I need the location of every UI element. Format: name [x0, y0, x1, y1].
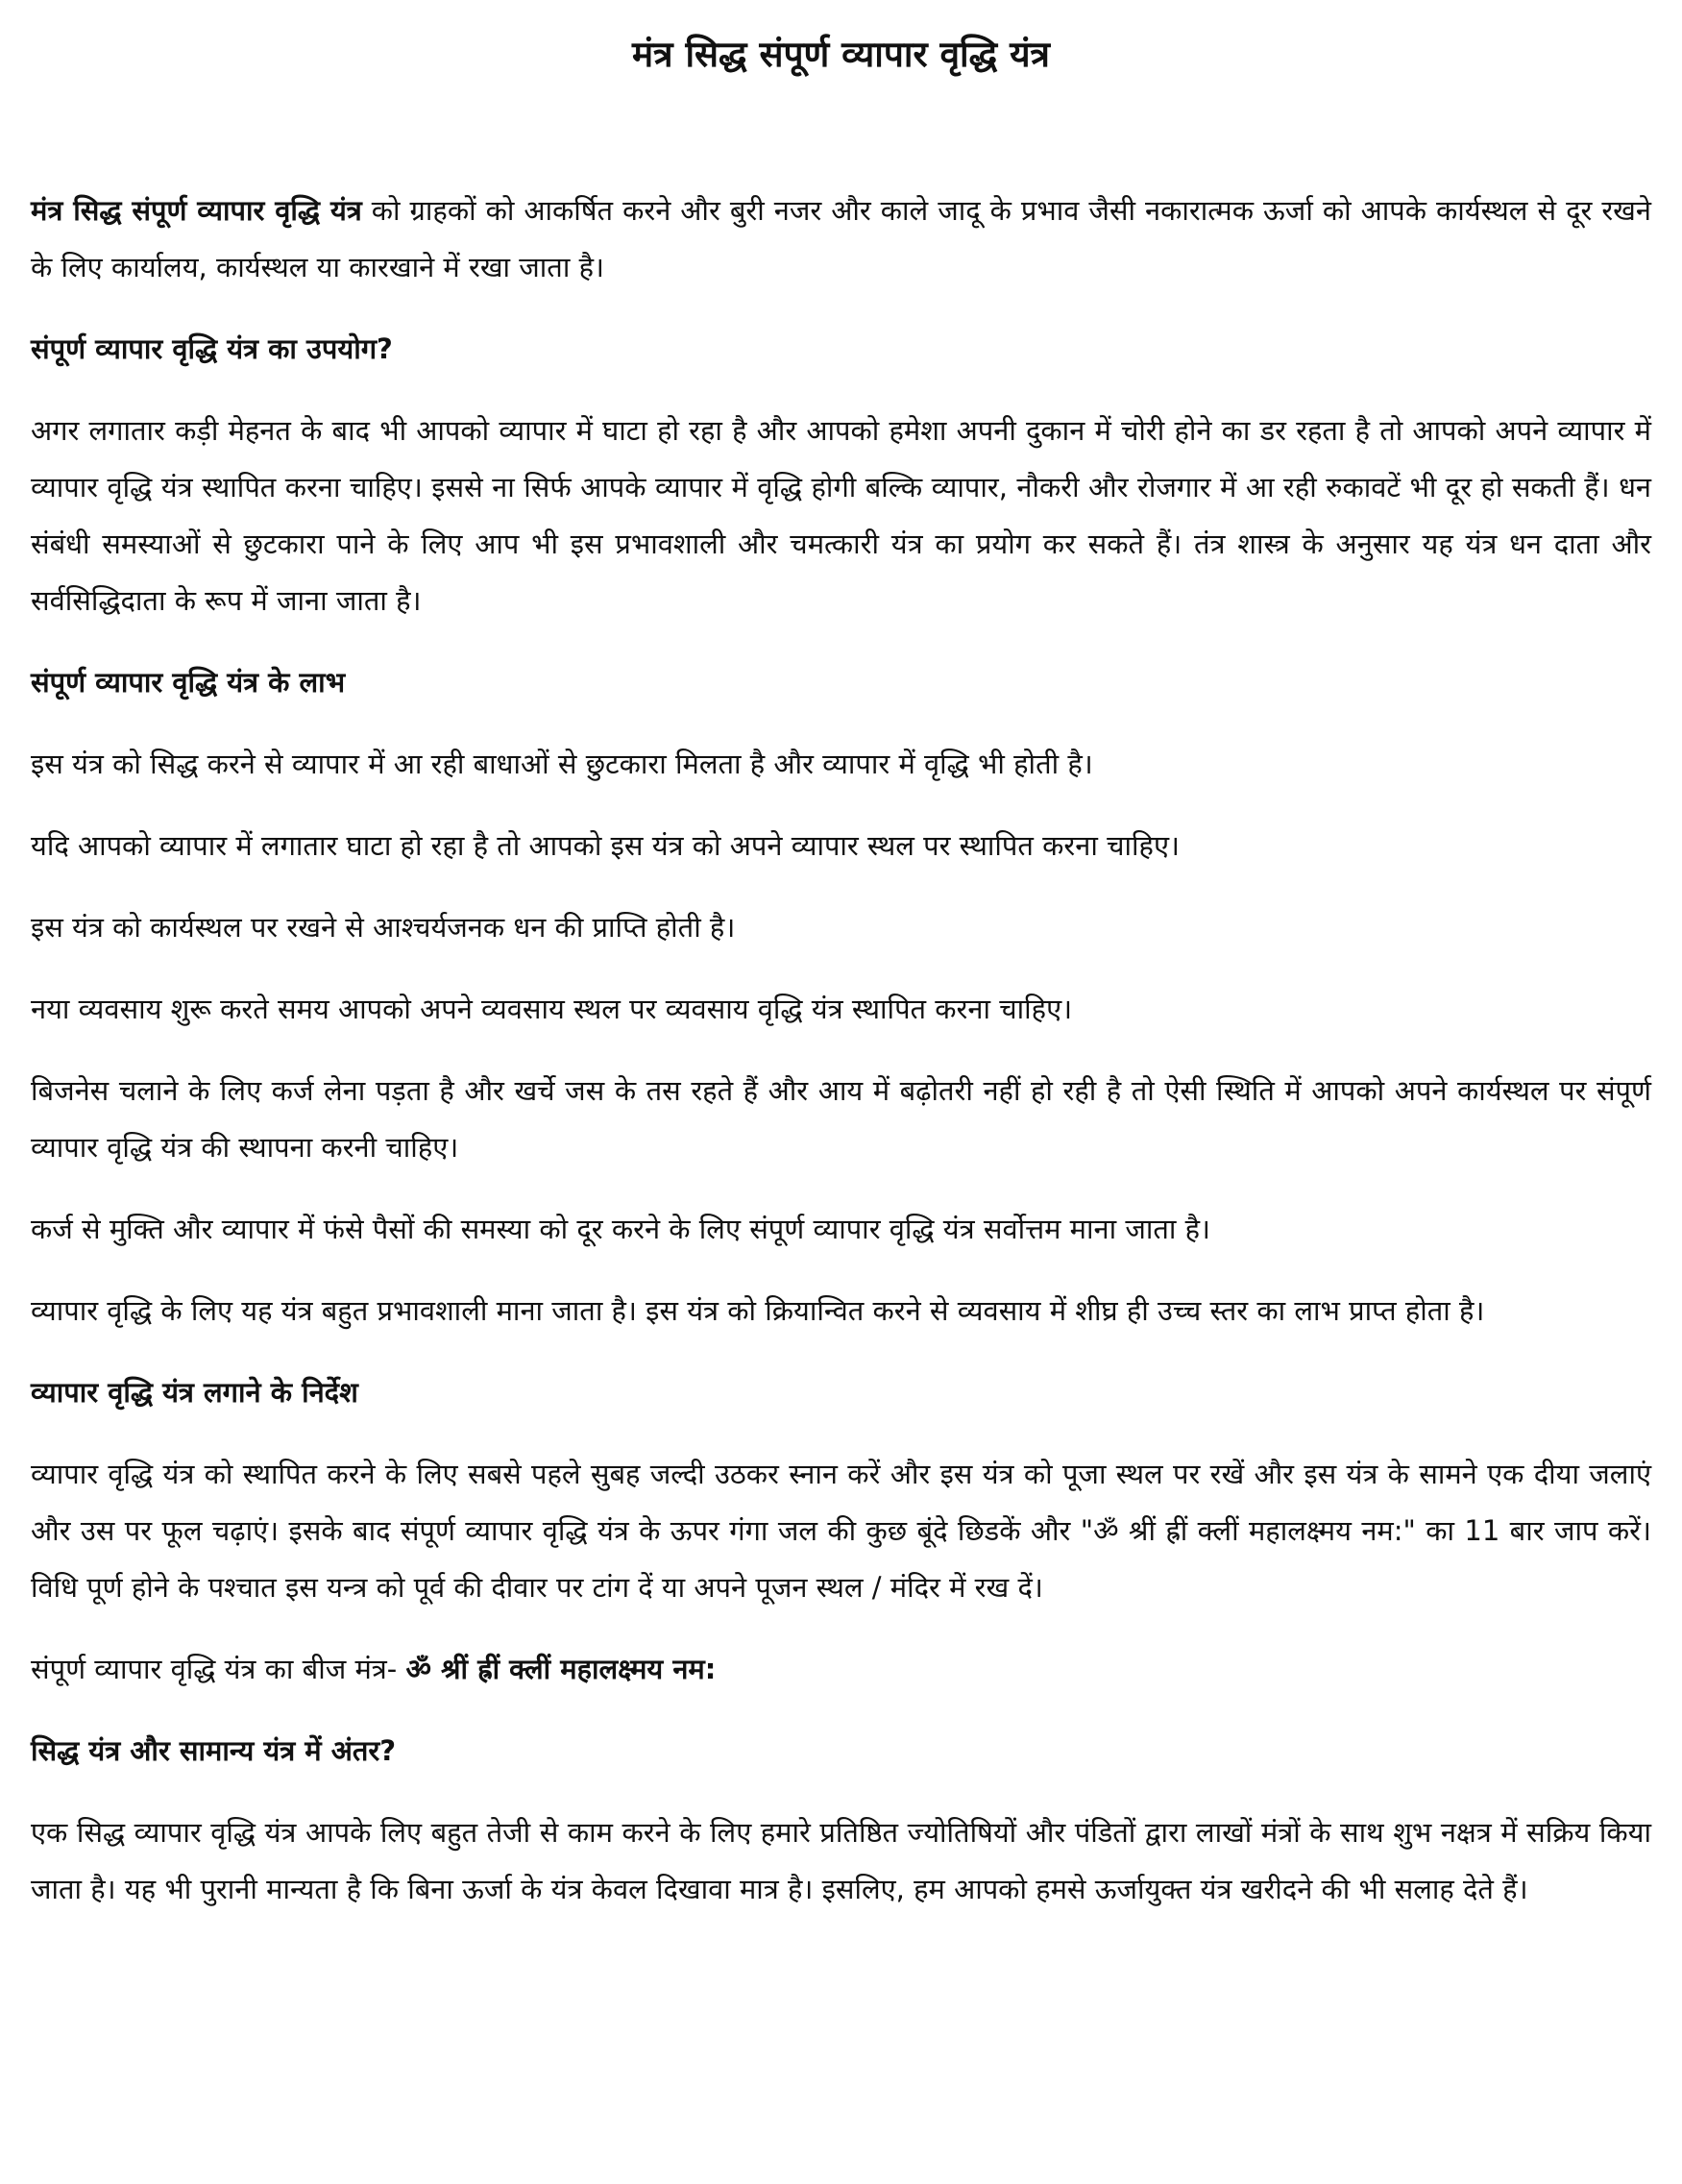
difference-paragraph: एक सिद्ध व्यापार वृद्धि यंत्र आपके लिए बहुत तेजी से काम करने के लिए हमारे प्रतिष्ठित ज्योतिषियों और पंडितों द्वारा लाखों मंत्रों के साथ शुभ नक्षत्र में सक्रिय किया जाता है। यह भी पुरानी मान्यता है कि बिना ऊर्जा के यंत्र केवल दिखावा मात्र है। इसलिए, हम आपको हमसे ऊर्जायुक्त यंत्र खरीदने की भी सलाह देते हैं। [31, 1816, 1651, 1905]
benefit-item: बिजनेस चलाने के लिए कर्ज लेना पड़ता है और खर्चे जस के तस रहते हैं और आय में बढ़ोतरी नहीं हो रही है तो ऐसी स्थिति में आपको अपने कार्यस्थल पर संपूर्ण व्यापार वृद्धि यंत्र की स्थापना करनी चाहिए। [31, 1074, 1651, 1164]
mantra-line [31, 1641, 1651, 1698]
usage-paragraph: अगर लगातार कड़ी मेहनत के बाद भी आपको व्यापार में घाटा हो रहा है और आपको हमेशा अपनी दुकान में चोरी होने का डर रहता है तो आपको अपने व्यापार में व्यापार वृद्धि यंत्र स्थापित करना चाहिए। इससे ना सिर्फ आपके व्यापार में वृद्धि होगी बल्कि व्यापार, नौकरी और रोजगार में आ रही रुकावटें भी दूर हो सकती हैं। धन संबंधी समस्याओं से छुटकारा पाने के लिए आप भी इस प्रभावशाली और चमत्कारी यंत्र का प्रयोग कर सकते हैं। तंत्र शास्त्र के अनुसार यह यंत्र धन दाता और सर्वसिद्धिदाता के रूप में जाना जाता है। [31, 414, 1651, 617]
benefit-item: यदि आपको व्यापार में लगातार घाटा हो रहा है तो आपको इस यंत्र को अपने व्यापार स्थल पर स्थापित करना चाहिए। [31, 829, 1180, 862]
mantra-label: संपूर्ण व्यापार वृद्धि यंत्र का बीज मंत्र- [31, 1653, 406, 1685]
intro-lead: मंत्र सिद्ध संपूर्ण व्यापार वृद्धि यंत्र [31, 194, 362, 227]
benefit-item: इस यंत्र को सिद्ध करने से व्यापार में आ रही बाधाओं से छुटकारा मिलता है और व्यापार में वृद्धि भी होती है। [31, 748, 1093, 780]
benefit-item: इस यंत्र को कार्यस्थल पर रखने से आश्चर्यजनक धन की प्राप्ति होती है। [31, 911, 736, 944]
benefit-item: व्यापार वृद्धि के लिए यह यंत्र बहुत प्रभावशाली माना जाता है। इस यंत्र को क्रियान्वित करने से व्यवसाय में शीघ्र ही उच्च स्तर का लाभ प्राप्त होता है। [31, 1294, 1485, 1327]
mantra-text: ॐ श्रीं ह्रीं क्लीं महालक्ष्मय नम: [405, 1653, 717, 1685]
benefit-item: नया व्यवसाय शुरू करते समय आपको अपने व्यवसाय स्थल पर व्यवसाय वृद्धि यंत्र स्थापित करना चाहिए। [31, 993, 1073, 1025]
difference-heading: सिद्ध यंत्र और सामान्य यंत्र में अंतर? [31, 1734, 397, 1767]
intro-rest: को ग्राहकों को आकर्षित करने और बुरी नजर और काले जादू के प्रभाव जैसी नकारात्मक ऊर्जा को आपके कार्यस्थल से दूर रखने के लिए कार्यालय, कार्यस्थल या कारखाने में रखा जाता है। [31, 194, 1651, 283]
instructions-heading: व्यापार वृद्धि यंत्र लगाने के निर्देश [31, 1376, 358, 1409]
benefits-heading: संपूर्ण व्यापार वृद्धि यंत्र के लाभ [31, 666, 346, 699]
usage-heading: संपूर्ण व्यापार वृद्धि यंत्र का उपयोग? [31, 332, 393, 365]
intro-paragraph [31, 183, 1651, 296]
benefit-item: कर्ज से मुक्ति और व्यापार में फंसे पैसों की समस्या को दूर करने के लिए संपूर्ण व्यापार वृद्धि यंत्र सर्वोत्तम माना जाता है। [31, 1213, 1211, 1245]
instructions-paragraph: व्यापार वृद्धि यंत्र को स्थापित करने के लिए सबसे पहले सुबह जल्दी उठकर स्नान करें और इस यंत्र को पूजा स्थल पर रखें और इस यंत्र के सामने एक दीया जलाएं और उस पर फूल चढ़ाएं। इसके बाद संपूर्ण व्यापार वृद्धि यंत्र के ऊपर गंगा जल की कुछ बूंदे छिडकें और "ॐ श्रीं ह्रीं क्लीं महालक्ष्मय नम:" का 11 बार जाप करें। विधि पूर्ण होने के पश्चात इस यन्त्र को पूर्व की दीवार पर टांग दें या अपने पूजन स्थल / मंदिर में रख दें। [31, 1458, 1651, 1604]
page-title: मंत्र सिद्ध संपूर्ण व्यापार वृद्धि यंत्र [632, 34, 1050, 75]
